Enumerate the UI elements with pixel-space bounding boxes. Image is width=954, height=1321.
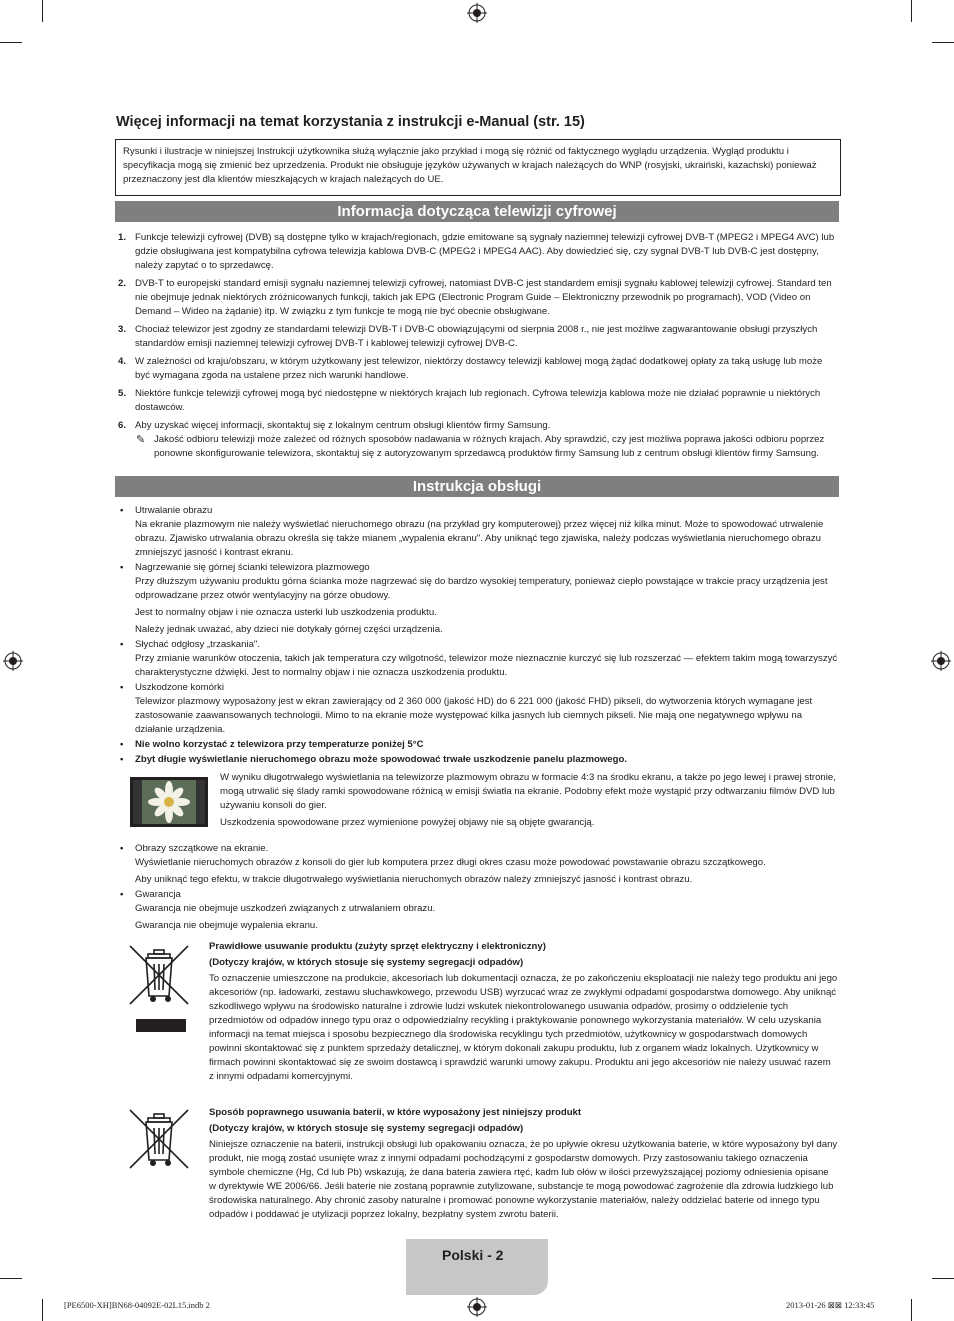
page-number: Polski - 2 [442,1247,504,1263]
item-heading: Gwarancja [135,889,181,900]
item-text: Gwarancja nie obejmuje uszkodzeń związanych z utrwalaniem obrazu. [135,903,436,914]
memo-text: Jakość odbioru telewizji może zależeć od różnych sposobów nadawania w różnych krajach. Aby sprawdzić, czy jest możliwa poprawa jakości odbioru poprzez ponowne skonfigurowanie telewizora, skontaktuj się z autoryzowanym sprzedawcą produktów firmy Samsung lub z centrum obsługi klientów firmy Samsung. [154,434,825,459]
list-item [116,638,838,680]
crop-mark [42,0,43,22]
list-item [116,387,838,415]
item-text: Uszkodzenia spowodowane przez wymienione powyżej objawy nie są objęte gwarancją. [220,817,595,828]
registration-mark-icon [3,651,23,671]
item-text: Wyświetlanie nieruchomych obrazów z konsoli do gier lub komputera przez długi okres czasu może powodować powstawanie obrazu szczątkowego. [135,857,766,868]
item-text: Telewizor plazmowy wyposażony jest w ekran zawierający od 2 360 000 (jakość HD) do 6 221 000 (jakość FHD) pikseli, do wytworzenia których wymagane jest zastosowanie zaawansowanych technologii. Mimo to na ekranie może występować kilka jasnych lub ciemnych pikseli. Nie mają one negatywnego wpływu na działanie urządzenia. [135,696,813,735]
flower-picture [142,780,196,824]
crop-mark [911,1299,912,1321]
crop-mark [0,1278,22,1279]
item-heading: Obrazy szczątkowe na ekranie. [135,843,269,854]
item-text: Funkcje telewizji cyfrowej (DVB) są dostępne tylko w krajach/regionach, gdzie emitowane są sygnały naziemnej telewizji cyfrowej DVB-T (MPEG2 i MPEG4 AVC) lub gdzie obsługiwana jest kompatybilna cyfrowa telewizja kablowa DVB-C (MPEG2 i MPEG4 AAC). Aby dowiedzieć się, czy sygnał DVB-T lub DVB-C jest dostępny, należy zapytać o to sprzedawcę. [135,232,835,271]
weee-disposal-section [116,940,838,1084]
bullet-icon: • [120,562,124,573]
list-item [116,231,838,273]
disclaimer-box: Rysunki i ilustracje w niniejszej Instrukcji użytkownika służą wyłącznie jako przykład i mogą się różnić od faktycznego wyglądu urządzenia. Wygląd produktu i specyfikacja mogą się zmienić bez uprzedzenia. Produkt nie obsługuje języków używanych w krajach należących do WNP (rosyjski, ukraiński, kazachski) ponieważ przeznaczony jest dla klientów mieszkających w krajach należących do UE. [115,139,841,196]
battery-disposal-section [116,1106,838,1222]
list-item [116,355,838,383]
crop-mark [0,42,22,43]
registration-mark-icon [467,1297,487,1317]
footer-file-info: [PE6500-XH]BN68-04092E-02L15.indb 2 [64,1300,210,1310]
battery-subheading: (Dotyczy krajów, w których stosuje się systemy segregacji odpadów) [209,1123,524,1134]
item-text: Należy jednak uważać, aby dzieci nie dotykały górnej części urządzenia. [135,624,443,635]
memo-pencil-icon: ✎ [136,434,146,446]
bullet-icon: • [120,889,124,900]
bullet-icon: • [120,505,124,516]
list-item [116,753,838,767]
weee-text: To oznaczenie umieszczone na produkcie, akcesoriach lub dokumentacji oznacza, że po zakończeniu eksploatacji nie należy tego produktu ani jego akcesoriów (np. ładowarki, zestawu słuchawkowego, przewodu USB) wyrzucać wraz ze zwykłymi odpadami gospodarstwa domowego. Aby uniknąć szkodliwego wpływu na środowisko naturalne i zdrowie ludzi wskutek niekontrolowanego usuwania odpadów, prosimy o oddzielenie tych przedmiotów od odpadów innego typu oraz o odpowiedzialny recykling i praktykowanie ponownego wykorzystania materiałów. W celu uzyskania informacji na temat miejsca i sposobu bezpiecznego dla środowiska recyklingu tych przedmiotów, użytkownicy w gospodarstwach domowych powinni skontaktować się z punktem sprzedaży detalicznej, w którym dokonali zakupu produktu, lub z organem władz lokalnych. Użytkownicy w firmach powinni skontaktować się ze swoim dostawcą i sprawdzić warunki umowy zakupu. Produktu ani jego akcesoriów nie należy usuwać razem z innymi odpadami komercyjnymi. [209,973,838,1082]
item-heading: Zbyt długie wyświetlanie nieruchomego obrazu może spowodować trwałe uszkodzenie panelu plazmowego. [135,754,628,765]
crop-mark [932,42,954,43]
registration-mark-icon [931,651,951,671]
crop-mark [932,1278,954,1279]
weee-heading: Prawidłowe usuwanie produktu (zużyty sprzęt elektryczny i elektroniczny) [209,941,546,952]
item-text: Aby uzyskać więcej informacji, skontaktuj się z lokalnym centrum obsługi klientów firmy Samsung. [135,420,551,431]
item-number: 1. [118,232,127,243]
item-text: Na ekranie plazmowym nie należy wyświetlać nieruchomego obrazu (na przykład gry komputerowej) przez więcej niż kilka minut. Może to spowodować utrwalenie obrazu. Zjawisko utrwalania obrazu określa się także mianem „wypalenia ekranu". Aby uniknąć tego zjawiska, należy podczas wyświetlania nieruchomego obrazu zmniejszyć jasność i kontrast ekranu. [135,519,824,558]
list-item [116,323,838,351]
item-text: Niektóre funkcje telewizji cyfrowej mogą być niedostępne w niektórych krajach lub regionach. Cyfrowa telewizja kablowa może nie działać poprawnie u niektórych dostawców. [135,388,821,413]
crop-mark [911,0,912,22]
bullet-icon: • [120,639,124,650]
item-text: Przy zmianie warunków otoczenia, takich jak temperatura czy wilgotność, telewizor może nieznacznie kurczyć się lub rozszerzać — efektem takim mogą towarzyszyć charakterystyczne dźwięki. Jest to normalny objaw i nie oznacza uszkodzenia produktu. [135,653,838,678]
crop-mark [42,1299,43,1321]
item-number: 6. [118,420,127,431]
item-heading: Słychać odgłosy „trzaskania". [135,639,260,650]
section-header-usage: Instrukcja obsługi [115,476,839,497]
bullet-icon: • [120,754,124,765]
item-heading: Uszkodzone komórki [135,682,225,693]
list-item [116,561,838,637]
list-item [116,504,838,560]
item-text: Chociaż telewizor jest zgodny ze standardami telewizji DVB-T i DVB-C obowiązującymi od sierpnia 2008 r., nie jest możliwe zagwarantowanie obsługi przyszłych standardów emisji naziemnej telewizji cyfrowej DVB-T i kablowej telewizji cyfrowej DVB-C. [135,324,818,349]
burn-in-example [116,771,838,830]
bullet-icon: • [120,843,124,854]
item-heading: Utrwalanie obrazu [135,505,213,516]
item-heading: Nie wolno korzystać z telewizora przy temperaturze poniżej 5°C [135,739,424,750]
item-text: Aby uniknąć tego efektu, w trakcie długotrwałego wyświetlania nieruchomych obrazów należy zmniejszyć jasność i kontrast obrazu. [135,874,693,885]
section-header-digital-tv: Informacja dotycząca telewizji cyfrowej [115,201,839,222]
item-text: W zależności od kraju/obszaru, w którym użytkowany jest telewizor, niektórzy dostawcy telewizji kablowej mogą żądać dodatkowej opłaty za taką usługę lub może być wymagana zgoda na ustalene przez nich warunki handlowe. [135,356,823,381]
tv-screen-image [130,777,208,827]
weee-subheading: (Dotyczy krajów, w których stosuje się systemy segregacji odpadów) [209,957,524,968]
item-text: Gwarancja nie obejmuje wypalenia ekranu. [135,920,318,931]
list-item [116,277,838,319]
list-item [116,842,838,887]
list-item [116,681,838,737]
memo-note [116,433,838,461]
item-heading: Nagrzewanie się górnej ścianki telewizora plazmowego [135,562,370,573]
digital-tv-list [116,231,838,461]
item-number: 3. [118,324,127,335]
item-number: 4. [118,356,127,367]
battery-text: Niniejsze oznaczenie na baterii, instrukcji obsługi lub opakowaniu oznacza, że po upływie okresu użytkowania baterie, w które wyposażony był dany produkt, nie mogą zostać usunięte wraz z innymi odpadami pochodzącymi z gospodarstw domowych. Przy zastosowaniu takiego oznaczenia symbole chemiczne (Hg, Cd lub Pb) wskazują, że dana bateria zawiera rtęć, kadm lub ołów w ilości przewyższającej poziomy odniesienia opisane w dyrektywie WE 2006/66. Jeśli baterie nie zostaną poprawnie zutylizowane, substancje te mogą powodować zagrożenie dla zdrowia ludzkiego lub środowiska naturalnego. Aby chronić zasoby naturalne i promować ponowne wykorzystanie materiałów, należy oddzielać baterie od innego typu odpadów i poddawać je utylizacji poprzez lokalny, bezpłatny system zwrotu baterii. [209,1139,838,1220]
item-text: W wyniku długotrwałego wyświetlania na telewizorze plazmowym obrazu w formacie 4:3 na środku ekranu, a także po jego lewej i prawej stronie, mogą utrwalić się ślady ramki spowodowane różnicą w emisji światła na ekranie. Podobny efekt może wystąpić przy odtwarzaniu filmów DVD lub używaniu konsoli do gier. [220,772,836,811]
item-number: 5. [118,388,127,399]
bullet-icon: • [120,682,124,693]
item-text: Przy dłuższym używaniu produktu górna ścianka może nagrzewać się do bardzo wysokiej temperatury, ponieważ ciepło powstające w trakcie pracy urządzenia jest odprowadzane przez otwór wentylacyjny na górze obudowy. [135,576,828,601]
list-item [116,738,838,752]
bullet-icon: • [120,739,124,750]
battery-heading: Sposób poprawnego usuwania baterii, w które wyposażony jest niniejszy produkt [209,1107,582,1118]
item-text: DVB-T to europejski standard emisji sygnału naziemnej telewizji cyfrowej, natomiast DVB-C jest standardem emisji sygnału kablowej telewizji cyfrowej. Standard ten nie obejmuje jednak niektórych zróżnicowanych funkcji, takich jak EPG (Electronic Program Guide – Elektroniczny przewodnik po programach), VOD (Video on Demand – Wideo na żądanie) itp. W związku z tym funkcje te mogą nie być obecnie obsługiwane. [135,278,832,317]
footer-date: 2013-01-26 ⊠⊠ 12:33:45 [786,1300,875,1310]
usage-list [116,504,838,934]
list-item [116,888,838,933]
item-text: Jest to normalny objaw i nie oznacza usterki lub uszkodzenia produktu. [135,607,437,618]
registration-mark-icon [467,3,487,23]
list-item [116,419,838,433]
page-title: Więcej informacji na temat korzystania z instrukcji e-Manual (str. 15) [116,114,585,130]
item-number: 2. [118,278,127,289]
